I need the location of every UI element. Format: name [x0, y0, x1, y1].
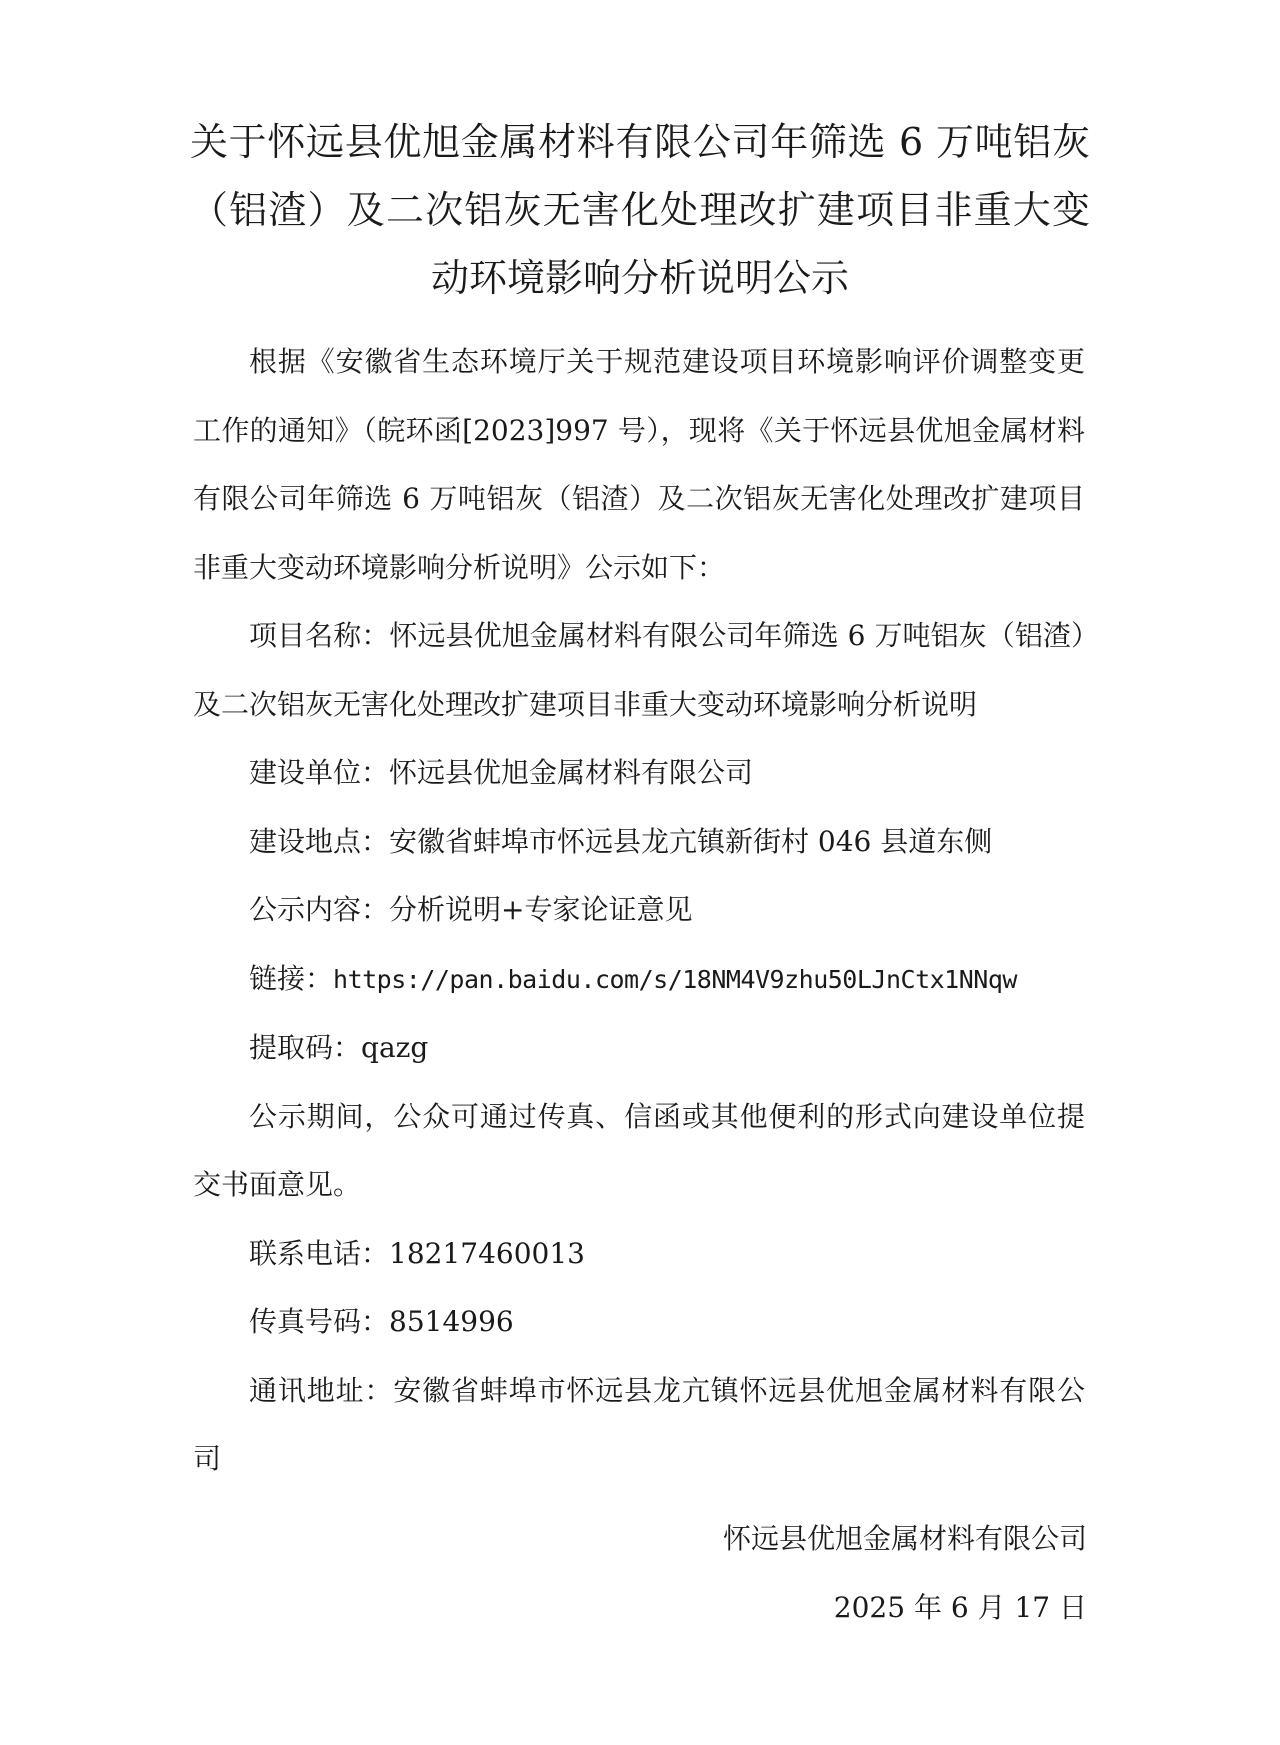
- project-name-paragraph: 项目名称：怀远县优旭金属材料有限公司年筛选 6 万吨铝灰（铝渣）及二次铝灰无害化处理改扩建项目非重大变动环境影响分析说明: [193, 619, 1085, 721]
- signature-block: [723, 1505, 1087, 1642]
- document-body: [193, 328, 1085, 1494]
- signature-date: 2025 年 6 月 17 日: [833, 1590, 1087, 1624]
- link-line: [193, 945, 1085, 1015]
- intro-paragraph: 根据《安徽省生态环境厅关于规范建设项目环境影响评价调整变更工作的通知》（皖环函[2023]997 号），现将《关于怀远县优旭金属材料有限公司年筛选 6 万吨铝灰（铝渣）及二次铝灰无害化处理改扩建项目非重大变动环境影响分析说明》公示如下：: [193, 345, 1085, 584]
- document-title: 关于怀远县优旭金属材料有限公司年筛选 6 万吨铝灰（铝渣）及二次铝灰无害化处理改扩建项目非重大变动环境影响分析说明公示: [190, 120, 1090, 300]
- address-paragraph: 通讯地址：安徽省蚌埠市怀远县龙亢镇怀远县优旭金属材料有限公司: [193, 1373, 1085, 1475]
- extract-code-line: [193, 1014, 1085, 1083]
- builder-line: 建设单位：怀远县优旭金属材料有限公司: [249, 756, 754, 789]
- fax-line: 传真号码：8514996: [249, 1305, 514, 1338]
- signature-company: 怀远县优旭金属材料有限公司: [722, 1522, 1087, 1555]
- comment-note-paragraph: 公示期间，公众可通过传真、信函或其他便利的形式向建设单位提交书面意见。: [193, 1099, 1085, 1201]
- phone-line: 联系电话：18217460013: [249, 1236, 585, 1270]
- link-label: 链接：: [249, 961, 334, 995]
- location-line: 建设地点：安徽省蚌埠市怀远县龙亢镇新街村 046 县道东侧: [249, 824, 993, 858]
- download-link[interactable]: https://pan.baidu.com/s/18NM4V9zhu50LJnCtx1NNqw: [333, 964, 1017, 994]
- extract-code-label: 提取码：: [249, 1031, 362, 1064]
- extract-code-value: qazg: [361, 1031, 429, 1064]
- content-line: 公示内容：分析说明+专家论证意见: [249, 893, 693, 926]
